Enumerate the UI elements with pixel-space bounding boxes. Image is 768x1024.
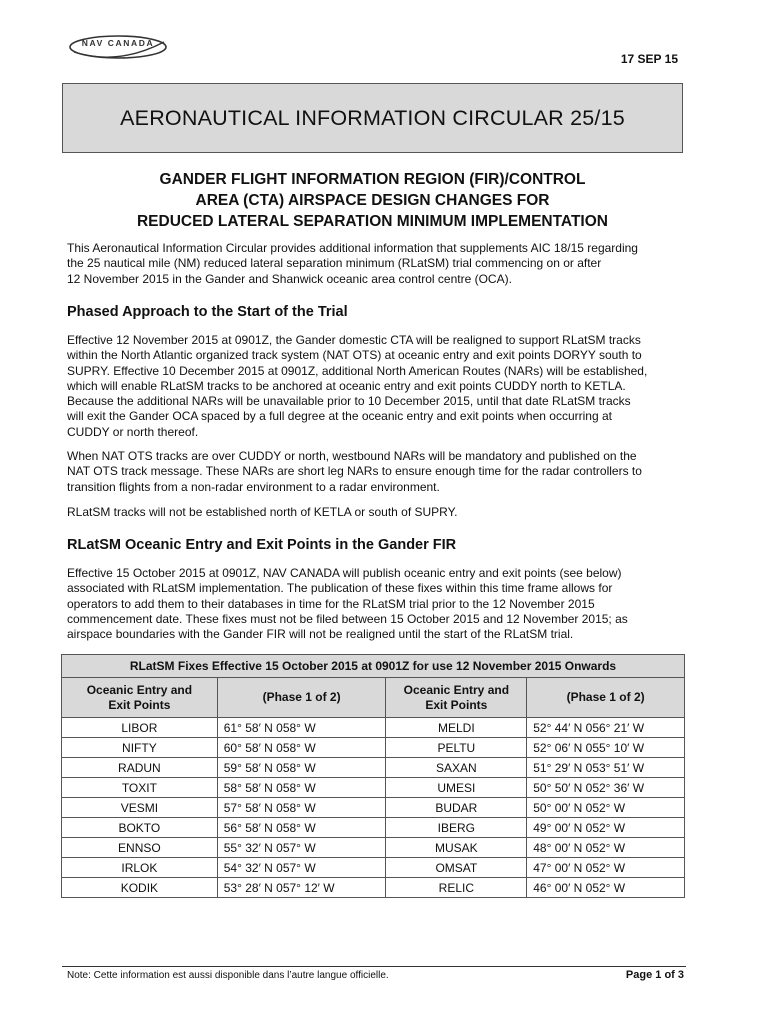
table-row <box>62 718 685 738</box>
table-row <box>62 858 685 878</box>
table-row <box>62 738 685 758</box>
fix-name-cell: MUSAK <box>386 838 527 858</box>
subtitle <box>62 169 683 232</box>
fix-name-cell: OMSAT <box>386 858 527 878</box>
fix-name-cell: IBERG <box>386 818 527 838</box>
fix-coordinates-cell: 54° 32′ N 057° W <box>217 858 386 878</box>
table-row <box>62 758 685 778</box>
text-line: NAT OTS track message. These NARs are short leg NARs to ensure enough time for the radar controllers to <box>67 464 642 479</box>
column-header-line: Oceanic Entry and <box>403 682 510 697</box>
fix-name-cell: LIBOR <box>62 718 218 738</box>
text-line: CUDDY or north thereof. <box>67 424 199 439</box>
fix-coordinates-cell: 56° 58′ N 058° W <box>217 818 386 838</box>
text-line: the 25 nautical mile (NM) reduced lateral separation minimum (RLatSM) trial commencing on or after <box>67 256 602 271</box>
section-heading-entry-exit-points: RLatSM Oceanic Entry and Exit Points in the Gander FIR <box>67 537 457 553</box>
text-line: Effective 12 November 2015 at 0901Z, the Gander domestic CTA will be realigned to support RLatSM tracks <box>67 333 641 347</box>
fix-name-cell: IRLOK <box>62 858 218 878</box>
phased-approach-paragraph-3 <box>67 505 687 520</box>
phased-approach-paragraph-2 <box>67 449 687 495</box>
fix-name-cell: RADUN <box>62 758 218 778</box>
column-header: (Phase 1 of 2) <box>527 678 685 718</box>
text-line: within the North Atlantic organized track system (NAT OTS) at oceanic entry and exit points DORYY south to <box>67 348 642 363</box>
text-line: 12 November 2015 in the Gander and Shanwick oceanic area control centre (OCA). <box>67 271 512 286</box>
fix-name-cell: BUDAR <box>386 798 527 818</box>
fix-coordinates-cell: 51° 29′ N 053° 51′ W <box>527 758 685 778</box>
page-number: Page 1 of 3 <box>625 969 684 981</box>
text-line: This Aeronautical Information Circular provides additional information that supplements AIC 18/15 regarding <box>67 241 638 255</box>
text-line: commencement date. These fixes must not be filed between 15 October 2015 and 12 November 2015; as <box>67 611 628 626</box>
text-line: which will enable RLatSM tracks to be anchored at oceanic entry and exit points CUDDY north to KETLA. <box>67 378 626 393</box>
fix-name-cell: TOXIT <box>62 778 218 798</box>
fix-coordinates-cell: 55° 32′ N 057° W <box>217 838 386 858</box>
footer-divider <box>62 966 686 967</box>
fix-coordinates-cell: 50° 00′ N 052° W <box>527 798 685 818</box>
fix-coordinates-cell: 48° 00′ N 052° W <box>527 838 685 858</box>
fix-coordinates-cell: 52° 44′ N 056° 21′ W <box>527 718 685 738</box>
subtitle-line: AREA (CTA) AIRSPACE DESIGN CHANGES FOR <box>195 192 550 209</box>
footer-note: Note: Cette information est aussi disponible dans l’autre langue officielle. <box>67 970 389 981</box>
text-line: Because the additional NARs will be unavailable prior to 10 December 2015, until that date RLatSM tracks <box>67 394 631 409</box>
fix-coordinates-cell: 57° 58′ N 058° W <box>217 798 386 818</box>
fix-coordinates-cell: 50° 50′ N 052° 36′ W <box>527 778 685 798</box>
table-row <box>62 818 685 838</box>
issue-date: 17 SEP 15 <box>620 52 678 66</box>
table-row <box>62 878 685 898</box>
text-line: will exit the Gander OCA spaced by a full degree at the oceanic entry and exit points when occurring at <box>67 409 612 424</box>
table-row <box>62 778 685 798</box>
column-header <box>386 678 527 718</box>
table-caption: RLatSM Fixes Effective 15 October 2015 at 0901Z for use 12 November 2015 Onwards <box>62 655 685 678</box>
column-header <box>62 678 218 718</box>
rlatsm-fixes-table <box>61 654 685 898</box>
title-box <box>62 83 683 153</box>
fix-coordinates-cell: 52° 06′ N 055° 10′ W <box>527 738 685 758</box>
table-row <box>62 838 685 858</box>
fix-name-cell: NIFTY <box>62 738 218 758</box>
text-line: transition flights from a non-radar environment to a radar environment. <box>67 479 440 494</box>
column-header: (Phase 1 of 2) <box>217 678 386 718</box>
logo-text: NAV CANADA <box>81 38 155 48</box>
column-header-line: Oceanic Entry and <box>86 682 193 697</box>
intro-paragraph <box>67 241 687 287</box>
entry-exit-paragraph <box>67 566 687 642</box>
section-heading-phased-approach: Phased Approach to the Start of the Trial <box>67 304 348 320</box>
fix-name-cell: RELIC <box>386 878 527 898</box>
nav-canada-logo <box>66 28 170 66</box>
table-row <box>62 798 685 818</box>
column-header-line: Exit Points <box>425 697 488 712</box>
fix-name-cell: ENNSO <box>62 838 218 858</box>
text-line: RLatSM tracks will not be established north of KETLA or south of SUPRY. <box>67 505 458 519</box>
fix-coordinates-cell: 49° 00′ N 052° W <box>527 818 685 838</box>
fix-name-cell: UMESI <box>386 778 527 798</box>
fix-name-cell: BOKTO <box>62 818 218 838</box>
page-title: AERONAUTICAL INFORMATION CIRCULAR 25/15 <box>120 105 625 130</box>
fix-coordinates-cell: 58° 58′ N 058° W <box>217 778 386 798</box>
text-line: When NAT OTS tracks are over CUDDY or north, westbound NARs will be mandatory and published on the <box>67 449 637 463</box>
fix-coordinates-cell: 46° 00′ N 052° W <box>527 878 685 898</box>
fix-name-cell: KODIK <box>62 878 218 898</box>
phased-approach-paragraph-1 <box>67 333 687 440</box>
subtitle-line: REDUCED LATERAL SEPARATION MINIMUM IMPLEMENTATION <box>136 213 608 230</box>
fix-coordinates-cell: 47° 00′ N 052° W <box>527 858 685 878</box>
fix-coordinates-cell: 60° 58′ N 058° W <box>217 738 386 758</box>
fix-coordinates-cell: 59° 58′ N 058° W <box>217 758 386 778</box>
fix-name-cell: VESMI <box>62 798 218 818</box>
text-line: operators to add them to their databases in time for the RLatSM trial prior to the 12 November 2015 <box>67 596 595 611</box>
fix-coordinates-cell: 53° 28′ N 057° 12′ W <box>217 878 386 898</box>
subtitle-line: GANDER FLIGHT INFORMATION REGION (FIR)/CONTROL <box>159 171 586 188</box>
fix-name-cell: MELDI <box>386 718 527 738</box>
text-line: Effective 15 October 2015 at 0901Z, NAV CANADA will publish oceanic entry and exit points (see below) <box>67 566 622 580</box>
text-line: associated with RLatSM implementation. The publication of these fixes within this time frame allows for <box>67 581 613 596</box>
column-header-line: Exit Points <box>108 697 171 712</box>
fix-coordinates-cell: 61° 58′ N 058° W <box>217 718 386 738</box>
fix-name-cell: SAXAN <box>386 758 527 778</box>
fix-name-cell: PELTU <box>386 738 527 758</box>
text-line: airspace boundaries with the Gander FIR will not be realigned until the start of the RLatSM trial. <box>67 627 574 642</box>
text-line: SUPRY. Effective 10 December 2015 at 0901Z, additional North American Routes (NARs) will be established, <box>67 363 648 378</box>
